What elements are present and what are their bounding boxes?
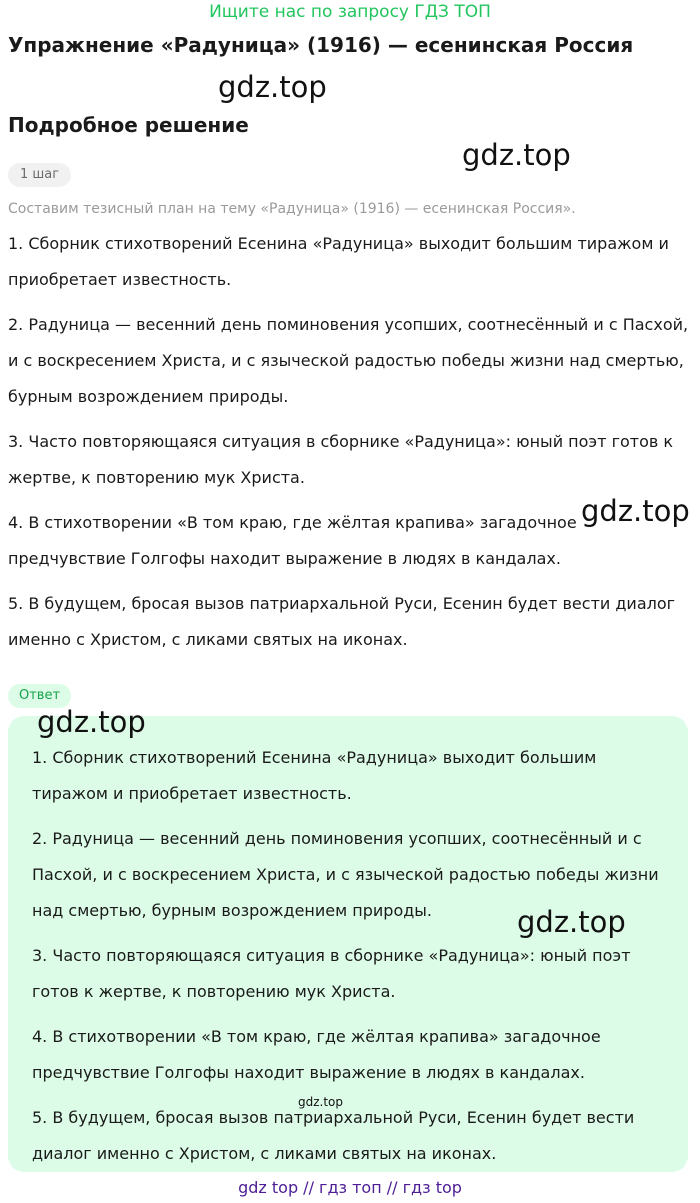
answer-box [8, 716, 688, 1172]
answer-item-5: 5. В будущем, бросая вызов патриархальной Руси, Есенин будет вести диалог именно с Христом, с ликами святых на иконах. [32, 1108, 635, 1163]
solution-title: Подробное решение [8, 113, 249, 137]
watermark-small: gdz.top [298, 1095, 344, 1109]
solution-item-4: 4. В стихотворении «В том краю, где жёлтая крапива» загадочное предчувствие Голгофы находит выражение в людях в кандалах. [8, 513, 577, 568]
answer-item-1: 1. Сборник стихотворений Есенина «Радуница» выходит большим тиражом и приобретает известность. [32, 748, 597, 803]
answer-item-3: 3. Часто повторяющаяся ситуация в сборнике «Радуница»: юный поэт готов к жертве, к повторению мук Христа. [32, 946, 631, 1001]
watermark: gdz.top [581, 494, 690, 528]
watermark: gdz.top [462, 138, 571, 172]
watermark: gdz.top [37, 705, 146, 739]
answer-badge: Ответ [8, 684, 71, 708]
solution-item-3: 3. Часто повторяющаяся ситуация в сборнике «Радуница»: юный поэт готов к жертве, к повторению мук Христа. [8, 432, 674, 487]
answer-item-2: 2. Радуница — весенний день поминовения усопших, соотнесённый и с Пасхой, и с воскресением Христа, и с языческой радостью победы жизни над смертью, бурным возрождением природы. [32, 829, 659, 920]
solution-item-2: 2. Радуница — весенний день поминовения усопших, соотнесённый и с Пасхой, и с воскресением Христа, и с языческой радостью победы жизни над смертью, бурным возрождением природы. [8, 315, 689, 406]
top-banner: Ищите нас по запросу ГДЗ ТОП [209, 2, 491, 22]
answer-item-4: 4. В стихотворении «В том краю, где жёлтая крапива» загадочное предчувствие Голгофы находит выражение в людях в кандалах. [32, 1027, 601, 1082]
solution-item-1: 1. Сборник стихотворений Есенина «Радуница» выходит большим тиражом и приобретает известность. [8, 234, 669, 289]
watermark: gdz.top [218, 70, 327, 104]
answer-list [32, 740, 672, 1181]
solution-list [8, 226, 692, 667]
step-badge: 1 шаг [8, 163, 71, 187]
footer-links: gdz top // гдз топ // гдз top [238, 1178, 462, 1197]
page-title: Упражнение «Радуница» (1916) — есенинская Россия [8, 33, 634, 57]
solution-intro: Составим тезисный план на тему «Радуница» (1916) — есенинская Россия». [8, 201, 576, 217]
watermark: gdz.top [517, 905, 626, 939]
solution-item-5: 5. В будущем, бросая вызов патриархальной Руси, Есенин будет вести диалог именно с Христом, с ликами святых на иконах. [8, 594, 676, 649]
